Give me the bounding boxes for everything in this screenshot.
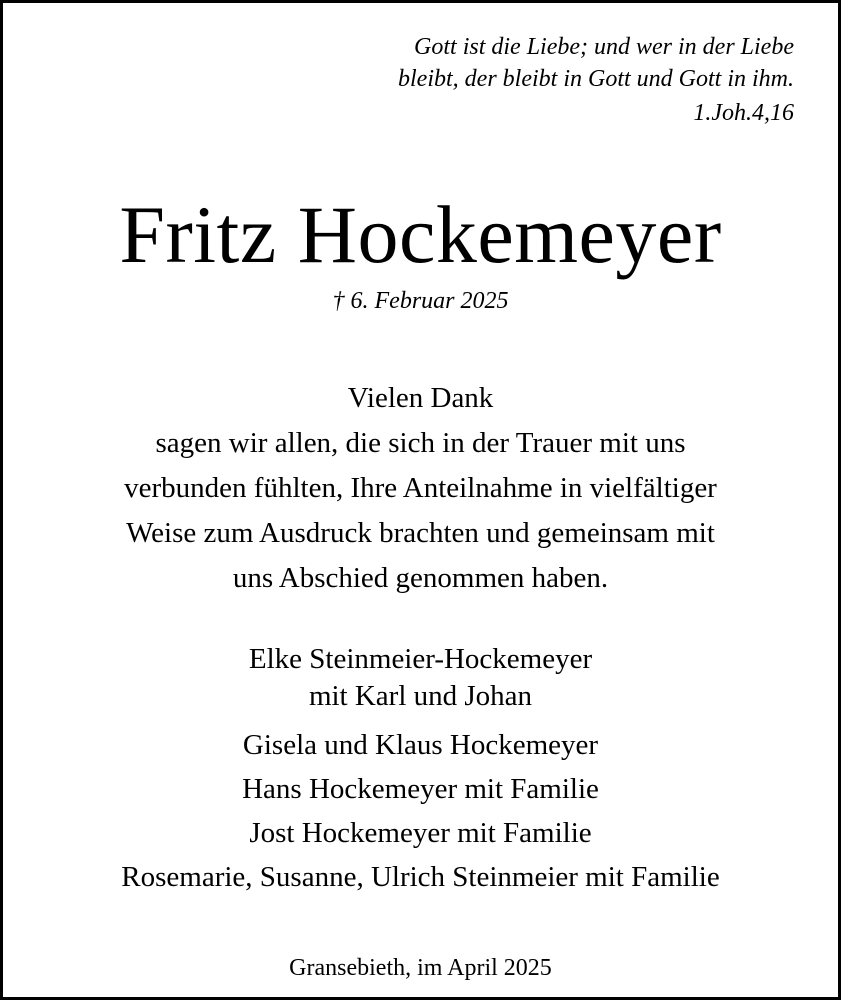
thanks-line: uns Abschied genommen haben. [232,562,609,594]
death-date: † 6. Februar 2025 [332,288,509,314]
mourner-name: Hans Hockemeyer mit Familie [242,773,599,805]
thanks-heading: Vielen Dank [347,382,494,414]
mourner-name: Jost Hockemeyer mit Familie [249,817,592,849]
mourners-primary [3,641,838,715]
verse-line: bleibt, der bleibt in Gott und Gott in ihm. [398,66,794,92]
thanks-line: sagen wir allen, die sich in der Trauer mit uns [155,427,686,459]
thanks-line: verbunden fühlten, Ihre Anteilnahme in vielfältiger [124,472,717,504]
mourner-name: Gisela und Klaus Hockemeyer [242,729,599,761]
bible-verse [398,31,794,129]
verse-line: Gott ist die Liebe; und wer in der Liebe [414,34,794,60]
mourners-others [3,723,838,899]
thanks-line: Weise zum Ausdruck brachten und gemeinsam mit [126,517,715,549]
mourner-name: mit Karl und Johan [308,680,533,712]
deceased-name: Fritz Hockemeyer [119,189,722,280]
mourners-list [3,641,838,899]
verse-reference: 1.Joh.4,16 [693,100,794,126]
mourner-name: Elke Steinmeier-Hockemeyer [248,643,593,675]
place-date: Gransebieth, im April 2025 [289,955,552,981]
thanks-message [3,376,838,601]
mourner-name: Rosemarie, Susanne, Ulrich Steinmeier mit Familie [121,861,720,893]
